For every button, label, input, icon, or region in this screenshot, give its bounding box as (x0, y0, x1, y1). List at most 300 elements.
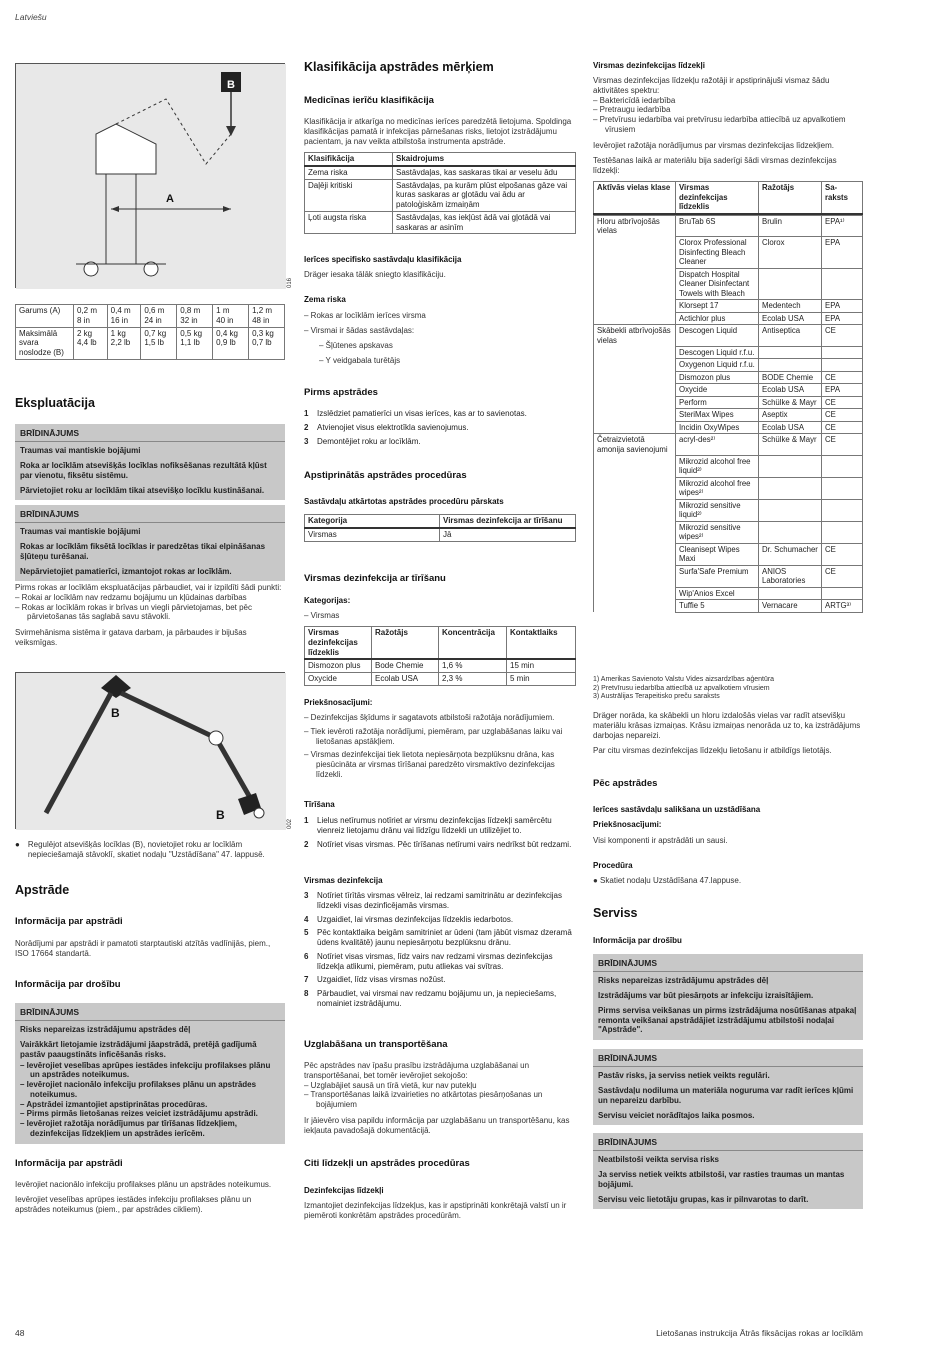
list-item: – Virsmas dezinfekcijai tiek lietota nepiesārņota bezplūksnu drāna, kas piesūcināta ar virsmas tīrīšanai paredzēto virsmaktīvo dezinfekcijas līdzekli. (304, 750, 555, 779)
disinfectant-table (304, 626, 576, 686)
heading-apstrade: Apstrāde (15, 883, 70, 897)
table-cell (594, 455, 676, 477)
table-cell: ANIOS Laboratories (759, 565, 822, 587)
table-cell (822, 587, 863, 600)
table-cell: Virsmas (305, 528, 440, 541)
heading: Informācija par apstrādi (15, 1158, 123, 1169)
joint-figure (15, 672, 285, 829)
table-cell: Mikrozid alcohol free wipes²⁾ (676, 477, 759, 499)
table-cell: 0,4 kg 0,9 lb (213, 327, 249, 359)
step-text: Demontējiet roku ar locīklām. (317, 436, 421, 446)
list-item: – Tiek ievēroti ražotāja norādījumi, piemēram, par uzglabāšanas laiku vai lietošanas apstākļiem. (304, 726, 563, 746)
list-item: – Y veidgabala turētājs (319, 356, 401, 365)
list-item: – Dezinfekcijas šķīdums ir sagatavots atbilstoši ražotāja norādījumiem. (304, 713, 555, 722)
table-row (594, 477, 863, 499)
table-cell (759, 346, 822, 359)
warning-subtitle: Pastāv risks, ja serviss netiek veikts regulāri. (598, 1071, 770, 1081)
footnote: 3) Austrālijas Terapeitisko preču saraksts (593, 693, 720, 701)
table-cell: Skābekli atbrīvojošās vielas (594, 325, 676, 347)
paragraph: Ievērojiet nacionālo infekciju profilakses plānu un apstrādes noteikumus. (15, 1180, 272, 1189)
table-cell: 1 kg 2,2 lb (107, 327, 141, 359)
warning-subtitle: Traumas vai mantiskie bojājumi (20, 527, 141, 537)
table-cell: CE (822, 421, 863, 434)
table-cell: acryl-des²⁾ (676, 434, 759, 456)
table-row (594, 499, 863, 521)
paragraph: Visi komponenti ir apstrādāti un sausi. (593, 836, 728, 845)
footnote: 2) Pretvīrusu iedarbība attiecībā uz apvalkotiem vīrusiem (593, 684, 770, 692)
step-text: Notīriet visas virsmas. Pēc tīrīšanas netīrumi vairs nedrīkst būt redzami. (317, 839, 572, 849)
step: 1 Lielus netīrumus notīriet ar virsmu dezinfekcijas līdzekļi samērcētu vienreiz lietojamu drānu vai līdzīgu līdzekli un utilizējiet to. (304, 816, 576, 836)
heading: Sastāvdaļu atkārtotas apstrādes procedūru pārskats (304, 497, 504, 506)
warning-box (593, 1049, 863, 1125)
table-row (594, 312, 863, 325)
table-cell: Aseptix (759, 409, 822, 422)
warning-text: Izstrādājums var būt piesārņots ar infekciju izraisītājiem. (598, 991, 814, 1001)
step: 4 Uzgaidiet, lai virsmas dezinfekcijas līdzeklis iedarbotos. (304, 914, 514, 924)
paragraph: Pirms rokas ar locīklām ekspluatācijas pārbaudiet, vai ir izpildīti šādi punkti: (15, 583, 282, 592)
step-text: Pēc kontaktlaika beigām samitriniet ar ūdeni (tam jābūt vismaz dzeramā ūdens kvalitātē) jaunu nepiesārņotu bezplūksnu drānu. (317, 928, 572, 947)
table-row (594, 359, 863, 372)
table-header: Virsmas dezinfekcijas līdzeklis (676, 182, 759, 214)
table-row (594, 565, 863, 587)
bullet-icon: ● (15, 840, 20, 849)
table-cell: Klorsept 17 (676, 300, 759, 313)
table-cell (594, 600, 676, 613)
table-cell (594, 359, 676, 372)
warning-text: Nepārvietojiet pamatierīci, izmantojot rokas ar locīklām. (20, 566, 232, 576)
table-header: Ražotājs (759, 182, 822, 214)
device-illustration (16, 64, 286, 289)
step-text: Izslēdziet pamatierīci un visas ierīces, kas ar to savienotas. (317, 409, 527, 418)
label-a: A (166, 193, 174, 205)
table-cell: Sastāvdaļas, pa kurām plūst elpošanas gāze vai kuras saskaras ar gļotādu vai ādu ar patoloģiskām izmaiņām (393, 179, 576, 211)
table-cell: 2 kg 4,4 lb (74, 327, 108, 359)
table-cell: 5 min (507, 673, 576, 686)
table-cell: 1 m 40 in (213, 305, 249, 328)
table-header: Klasifikācija (305, 153, 393, 166)
step-text: Notīriet tīrītās virsmas vēlreiz, lai redzami samitrinātu ar dezinfekcijas līdzekli visas dezinficējamās virsmas. (317, 891, 562, 910)
table-cell: Vernacare (759, 600, 822, 613)
table-cell: CE (822, 434, 863, 456)
table-cell: Mikrozid alcohol free liquid²⁾ (676, 455, 759, 477)
table-cell: Bode Chemie (372, 659, 439, 672)
warning-title: BRĪDINĀJUMS (593, 1137, 863, 1151)
table-cell (594, 384, 676, 397)
table-cell (594, 312, 676, 325)
table-cell: BruTab 6S (676, 215, 759, 237)
table-row (594, 587, 863, 600)
heading: Pirms apstrādes (304, 387, 378, 398)
fig1-code: 016 (287, 277, 293, 288)
table-cell: 2,3 % (439, 673, 507, 686)
step-text: Notīriet visas virsmas, līdz vairs nav redzami virsmas dezinfekcijas līdzekļa atlikumi, piemēram, putu atliekas vai svītras. (317, 951, 553, 971)
table-cell (594, 371, 676, 384)
table-header: Virsmas dezinfekcija ar tīrīšanu (440, 515, 576, 528)
table-cell: SteriMax Wipes (676, 409, 759, 422)
table-cell (822, 499, 863, 521)
table-cell: Clorox (759, 237, 822, 269)
table-header: Kategorija (305, 515, 440, 528)
load-table (15, 304, 285, 360)
list-item: – Rokai ar locīklām nav redzamu bojājumu un kļūdainas darbības (15, 592, 247, 602)
table-cell: Wip'Anios Excel (676, 587, 759, 600)
table-cell: 0,3 kg 0,7 lb (249, 327, 285, 359)
warning-list-item: – Ievērojiet ražotāja norādījumus par tīrīšanas līdzekļiem, dezinfekcijas līdzekļiem un apstrādes ierīcēm. (20, 1119, 237, 1138)
paragraph: Ir jāievēro visa papildu informācija par uzglabāšanu un transportēšanu, kas iekļauta pavadošajā dokumentācijā. (304, 1115, 570, 1135)
warning-title: BRĪDINĀJUMS (15, 509, 285, 523)
table-cell: Garums (A) (16, 305, 74, 328)
table-cell: Daļēji kritiski (305, 179, 393, 211)
table-cell (759, 455, 822, 477)
table-cell (759, 477, 822, 499)
table-row (594, 396, 863, 409)
table-cell: BODE Chemie (759, 371, 822, 384)
warning-text: Servisu veic lietotāju grupas, kas ir pilnvarotas to darīt. (598, 1194, 809, 1204)
heading-serviss: Serviss (593, 906, 638, 920)
heading: Dezinfekcijas līdzekļi (304, 1186, 384, 1195)
table-cell: Brulin (759, 215, 822, 237)
table-row (594, 543, 863, 565)
warning-text: Sastāvdaļu nodiluma un materiāla noguruma var radīt ierīces kļūmi un nepareizu darbību. (598, 1086, 854, 1105)
table-header: Virsmas dezinfekcijas līdzeklis (305, 627, 372, 660)
table-cell (759, 499, 822, 521)
heading: Procedūra (593, 861, 633, 870)
table-cell: Sastāvdaļas, kas saskaras tikai ar veselu ādu (393, 166, 576, 179)
table-cell: CE (822, 565, 863, 587)
table-cell: 15 min (507, 659, 576, 672)
table-cell: 0,2 m 8 in (74, 305, 108, 328)
heading: Informācija par drošību (15, 979, 121, 990)
table-cell: EPA (822, 300, 863, 313)
table-cell: Ecolab USA (372, 673, 439, 686)
paragraph: Testēšanas laikā ar materiālu bija saderīgi šādi virsmas dezinfekcijas līdzekļi: (593, 156, 837, 175)
table-cell: 1,2 m 48 in (249, 305, 285, 328)
table-cell (594, 565, 676, 587)
table-header-row (305, 153, 576, 166)
step-text: Atvienojiet visus elektrotīkla savienojumus. (317, 422, 469, 432)
warning-list-item: – Pirms pirmās lietošanas reizes veiciet izstrādājumu apstrādi. (20, 1109, 258, 1119)
page-number: 48 (15, 1328, 25, 1338)
warning-text: Pārvietojiet roku ar locīklām tikai atsevišķo locīklu kustināšanai. (20, 485, 265, 495)
table-cell (594, 521, 676, 543)
warning-text: Rokas ar locīklām fiksētā locīklas ir paredzētas tikai elpināšanas šļūteņu turēšanai. (20, 542, 266, 561)
table-cell: Mikrozid sensitive wipes²⁾ (676, 521, 759, 543)
warning-title: BRĪDINĀJUMS (593, 1053, 863, 1067)
table-cell (759, 521, 822, 543)
table-row (305, 673, 576, 686)
label-b: B (227, 79, 235, 91)
paragraph: Norādījumi par apstrādi ir pamatoti starptautiski atzītās vadlīnijās, piem., ISO 17664 standartā. (15, 939, 271, 958)
step: 5 Pēc kontaktlaika beigām samitriniet ar ūdeni (tam jābūt vismaz dzeramā ūdens kvalitātē) jaunu nepiesārņotu bezplūksnu drānu. (304, 928, 576, 948)
table-header: Kontaktlaiks (507, 627, 576, 660)
step: 7 Uzgaidiet, līdz visas virsmas nožūst. (304, 975, 446, 985)
table-cell: Cleanisept Wipes Maxi (676, 543, 759, 565)
table-header: Sa-raksts (822, 182, 863, 214)
table-row (594, 268, 863, 300)
paragraph: Ievērojiet ražotāja norādījumus par virsmas dezinfekcijas līdzekļiem. (593, 140, 834, 150)
table-cell: Maksimālā svara noslodze (B) (16, 327, 74, 359)
heading-ekspluatacija: Ekspluatācija (15, 396, 95, 410)
footer-title: Lietošanas instrukcija Ātrās fiksācijas rokas ar locīklām (656, 1328, 863, 1338)
table-cell: CE (822, 371, 863, 384)
step: 1 Izslēdziet pamatierīci un visas ierīces, kas ar to savienotas. (304, 409, 527, 418)
list-item: – Rokas ar locīklām ierīces virsma (304, 311, 426, 320)
paragraph: Ievērojiet veselības aprūpes iestādes infekciju profilakses plānu un apstrādes noteikumus (piem., par apstrādes cikliem). (15, 1195, 252, 1214)
heading: Ierīces specifisko sastāvdaļu klasifikācija (304, 255, 462, 264)
table-row (594, 384, 863, 397)
table-cell: EPA (822, 312, 863, 325)
heading: Ierīces sastāvdaļu salikšana un uzstādīšana (593, 805, 761, 814)
step-text: Uzgaidiet, lai virsmas dezinfekcijas līdzeklis iedarbotos. (317, 914, 514, 924)
warning-title: BRĪDINĀJUMS (593, 958, 863, 972)
heading: Tīrīšana (304, 800, 335, 809)
table-cell: EPA¹⁾ (822, 215, 863, 237)
warning-title: BRĪDINĀJUMS (15, 428, 285, 442)
table-row (594, 300, 863, 313)
warning-text: Servisu veiciet norādītajos laika posmos. (598, 1110, 755, 1120)
heading: Informācija par apstrādi (15, 916, 123, 927)
table-cell: Zema riska (305, 166, 393, 179)
heading: Virsmas dezinfekcija (304, 876, 383, 885)
step-text: Lielus netīrumus notīriet ar virsmu dezinfekcijas līdzekļi samērcētu vienreiz lietojamu drānu vai līdzīgu līdzekli un utilizējiet to. (317, 816, 552, 835)
table-cell (594, 396, 676, 409)
table-cell (822, 346, 863, 359)
table-cell (759, 587, 822, 600)
table-cell (594, 499, 676, 521)
table-cell: Schülke & Mayr (759, 434, 822, 456)
paragraph: Izmantojiet dezinfekcijas līdzekļus, kas ir apstiprināti konkrētajā valstī un ir piemēroti konkrētām apstrādes procedūrām. (304, 1201, 567, 1220)
table-cell: CE (822, 409, 863, 422)
warning-text: Ja serviss netiek veikts atbilstoši, var rasties traumas un mantas bojājumi. (598, 1170, 845, 1189)
heading: Citi līdzekļi un apstrādes procedūras (304, 1158, 470, 1169)
step: 6 Notīriet visas virsmas, līdz vairs nav redzami virsmas dezinfekcijas līdzekļa atlikumi, piemēram, putu atliekas vai svītras. (304, 952, 576, 972)
arm-length-figure (15, 63, 285, 288)
table-row (594, 346, 863, 359)
warning-text: Roka ar locīklām atsevišķās locīklas nofiksēšanas rezultātā kļūst par vienotu, fiksētu sistēmu. (20, 461, 267, 480)
table-row (305, 166, 576, 179)
label-b-bottom: B (216, 808, 225, 822)
table-cell (594, 421, 676, 434)
heading: Virsmas dezinfekcijas līdzekļi (593, 61, 705, 70)
table-cell (594, 543, 676, 565)
warning-subtitle: Traumas vai mantiskie bojājumi (20, 446, 141, 456)
heading: Zema riska (304, 295, 346, 304)
table-header: Koncentrācija (439, 627, 507, 660)
table-row (594, 215, 863, 237)
list-item: – Uzglabājiet sausā un tīrā vietā, kur nav putekļu (304, 1080, 477, 1090)
list-item: – Baktericīdā iedarbība (593, 95, 676, 105)
table-cell: Actichlor plus (676, 312, 759, 325)
table-header: Ražotājs (372, 627, 439, 660)
table-cell: Surfa'Safe Premium (676, 565, 759, 587)
table-cell (594, 409, 676, 422)
table-row (594, 325, 863, 347)
list-item: – Virsmas (304, 611, 340, 620)
table-cell: Perform (676, 396, 759, 409)
table-cell: 0,5 kg 1,1 lb (177, 327, 213, 359)
table-cell: CE (822, 396, 863, 409)
table-cell: Dispatch Hospital Cleaner Disinfectant Towels with Bleach (676, 268, 759, 300)
classification-table (304, 152, 576, 234)
table-row (305, 211, 576, 234)
warning-box (593, 954, 863, 1040)
table-cell (822, 455, 863, 477)
table-cell (759, 268, 822, 300)
heading: Kategorijas: (304, 596, 351, 605)
table-row (594, 371, 863, 384)
table-cell: Ļoti augsta riska (305, 211, 393, 234)
table-cell (822, 477, 863, 499)
paragraph: Dräger iesaka tālāk sniegto klasifikāciju. (304, 270, 446, 279)
table-cell: Tuffie 5 (676, 600, 759, 613)
warning-subtitle: Neatbilstoši veikta servisa risks (598, 1155, 719, 1165)
paragraph: Pēc apstrādes nav īpašu prasību izstrādājuma uzglabāšanai un transportēšanai, bet tomēr ievērojiet sekojošo: (304, 1061, 530, 1080)
table-row (594, 434, 863, 456)
list-item: – Virsmai ir šādas sastāvdaļas: (304, 326, 415, 335)
list-item: – Pretraugu iedarbība (593, 105, 671, 115)
table-cell: Mikrozid sensitive liquid²⁾ (676, 499, 759, 521)
table-cell (594, 477, 676, 499)
table-cell (822, 268, 863, 300)
table-cell: Sastāvdaļas, kas iekļūst ādā vai gļotādā vai saskaras ar asinīm (393, 211, 576, 234)
warning-title: BRĪDINĀJUMS (15, 1007, 285, 1021)
heading: Priekšnosacījumi: (593, 820, 662, 829)
table-row (594, 455, 863, 477)
table-cell (759, 359, 822, 372)
warning-subtitle: Risks nepareizas izstrādājumu apstrādes dēļ (20, 1025, 191, 1035)
warning-box (15, 505, 285, 581)
language-label: Latviešu (15, 12, 47, 22)
table-row (594, 421, 863, 434)
table-cell: Clorox Professional Disinfecting Bleach Cleaner (676, 237, 759, 269)
table-cell: Descogen Liquid r.f.u. (676, 346, 759, 359)
table-cell: Hloru atbrīvojošās vielas (594, 215, 676, 237)
table-header: Aktīvās vielas klase (594, 182, 676, 214)
table-cell (594, 587, 676, 600)
warning-box (15, 1003, 285, 1144)
step-text: Uzgaidiet, līdz visas virsmas nožūst. (317, 975, 446, 985)
heading: Virsmas dezinfekcija ar tīrīšanu (304, 573, 446, 584)
heading: Apstiprinātās apstrādes procedūras (304, 470, 467, 481)
paragraph: Virsmas dezinfekcijas līdzekļu ražotāji ir apstiprinājuši vismaz šādu aktivitātes spektru: (593, 76, 830, 95)
table-cell: Incidin OxyWipes (676, 421, 759, 434)
table-cell: 0,6 m 24 in (141, 305, 177, 328)
warning-text: Pirms servisa veikšanas un pirms izstrādājuma nosūtīšanas atpakaļ remonta veikšanai apstrādājiet izstrādājumu atbilstoši nodaļai "Apstrāde". (598, 1005, 857, 1035)
table-cell: EPA (822, 384, 863, 397)
heading-klasifikacija: Klasifikācija apstrādes mērķiem (304, 60, 494, 74)
table-cell: ARTG³⁾ (822, 600, 863, 613)
table-cell (822, 359, 863, 372)
label-b-top: B (111, 706, 120, 720)
paragraph: Dräger norāda, ka skābekli un hloru izdalošās vielas var radīt atsevišķu materiālu krāsas izmaiņas. Krāsu izmaiņas nenorāda uz to, ka izstrādājums darbojas nepareizi. (593, 711, 861, 740)
step: 8 Pārbaudiet, vai virsmai nav redzamu bojājumu un, ja nepieciešams, nomainiet izstrādājumu. (304, 989, 576, 1009)
table-cell: Medentech (759, 300, 822, 313)
table-cell (594, 300, 676, 313)
table-cell: CE (822, 543, 863, 565)
table-header: Skaidrojums (393, 153, 576, 166)
table-row (594, 409, 863, 422)
category-table (304, 514, 576, 542)
step: 3 Notīriet tīrītās virsmas vēlreiz, lai redzami samitrinātu ar dezinfekcijas līdzekli visas dezinficējamās virsmas. (304, 891, 576, 911)
table-cell: Oxycide (676, 384, 759, 397)
table-cell: Dismozon plus (305, 659, 372, 672)
heading: Uzglabāšana un transportēšana (304, 1039, 448, 1050)
table-row (594, 237, 863, 269)
table-row (305, 659, 576, 672)
table-cell: Schülke & Mayr (759, 396, 822, 409)
table-cell: CE (822, 325, 863, 347)
joint-illustration (16, 673, 286, 830)
step: 2 Notīriet visas virsmas. Pēc tīrīšanas netīrumi vairs nedrīkst būt redzami. (304, 839, 572, 849)
paragraph: Klasifikācija ir atkarīga no medicīnas ierīces paredzētā lietojuma. Spoldinga klasifikācijas pamatā ir infekcijas pārnešanas risks, lietojot izstrādājumu pacientam, ja nav veikta atbilstoša instrumenta apstrāde. (304, 117, 572, 146)
table-cell: Jā (440, 528, 576, 541)
table-cell: Ecolab USA (759, 421, 822, 434)
step-text: Pārbaudiet, vai virsmai nav redzamu bojājumu un, ja nepieciešams, nomainiet izstrādājumu. (317, 989, 557, 1008)
list-item: – Pretvīrusu iedarbība vai pretvīrusu iedarbība attiecībā uz apvalkotiem vīrusiem (593, 115, 846, 134)
footnote: 1) Amerikas Savienoto Valstu Vides aizsardzības aģentūra (593, 676, 775, 683)
table-header-row (305, 627, 576, 660)
table-cell: Oxycide (305, 673, 372, 686)
table-row (16, 305, 285, 328)
warning-box (593, 1133, 863, 1209)
table-cell: EPA (822, 237, 863, 269)
list-item: – Transportēšanas laikā izvairieties no atkārtotas piesārņošanas un bojājumiem (304, 1090, 543, 1109)
table-cell: Ecolab USA (759, 312, 822, 325)
table-cell: Dismozon plus (676, 371, 759, 384)
table-row (305, 528, 576, 541)
step: 3 Demontējiet roku ar locīklām. (304, 436, 421, 446)
warning-box (15, 424, 285, 500)
table-header-row (594, 182, 863, 214)
table-row (594, 600, 863, 613)
table-cell: 0,7 kg 1,5 lb (141, 327, 177, 359)
paragraph: Svirmehānisma sistēma ir gatava darbam, ja pārbaudes ir bijušas veiksmīgas. (15, 628, 247, 647)
heading: Medicīnas ierīču klasifikācija (304, 95, 434, 106)
table-cell (594, 237, 676, 269)
list-item: – Šļūtenes apskavas (319, 341, 393, 350)
table-header-row (305, 515, 576, 528)
table-cell (594, 346, 676, 359)
table-cell: Oxygenon Liquid r.f.u. (676, 359, 759, 372)
table-cell: 1,6 % (439, 659, 507, 672)
paragraph: ● Skatiet nodaļu Uzstādīšana 47.lappuse. (593, 876, 742, 885)
warning-list-item: – Ievērojiet nacionālo infekciju profilakses plānu un apstrādes noteikumus. (20, 1080, 257, 1099)
table-cell: Ecolab USA (759, 384, 822, 397)
table-cell: Dr. Schumacher (759, 543, 822, 565)
table-cell (822, 521, 863, 543)
heading: Informācija par drošību (593, 936, 682, 945)
fig2-code: 002 (287, 818, 293, 829)
warning-list-item: – Ievērojiet veselības aprūpes iestādes infekciju profilakses plānu un apstrādes noteikumus. (20, 1060, 271, 1080)
table-cell: 0,8 m 32 in (177, 305, 213, 328)
table-cell: Descogen Liquid (676, 325, 759, 347)
warning-list-item: – Apstrādei izmantojiet apstiprinātas procedūras. (20, 1099, 208, 1109)
warning-text: Vairākkārt lietojamie izstrādājumi jāapstrādā, pretējā gadījumā pastāv paaugstināts inficēšanās risks. (20, 1040, 257, 1059)
table-cell (594, 268, 676, 300)
warning-subtitle: Risks nepareizas izstrādājumu apstrādes dēļ (598, 976, 769, 986)
table-row (305, 179, 576, 211)
table-row (16, 327, 285, 359)
table-cell: 0,4 m 16 in (107, 305, 141, 328)
table-row (594, 521, 863, 543)
paragraph: Par citu virsmas dezinfekcijas līdzekļu lietošanu ir atbildīgs lietotājs. (593, 746, 832, 756)
heading: Pēc apstrādes (593, 778, 658, 789)
list-item: – Rokas ar locīklām rokas ir brīvas un viegli pārvietojamas, bet pēc pārvietošanas tās saglabā savu stāvokli. (15, 602, 252, 622)
heading: Priekšnosacījumi: (304, 698, 373, 707)
table-cell: Četraizvietotā amonija savienojumi (594, 434, 676, 456)
compatible-disinfectants-table (593, 181, 863, 613)
step: 2 Atvienojiet visus elektrotīkla savienojumus. (304, 422, 469, 432)
